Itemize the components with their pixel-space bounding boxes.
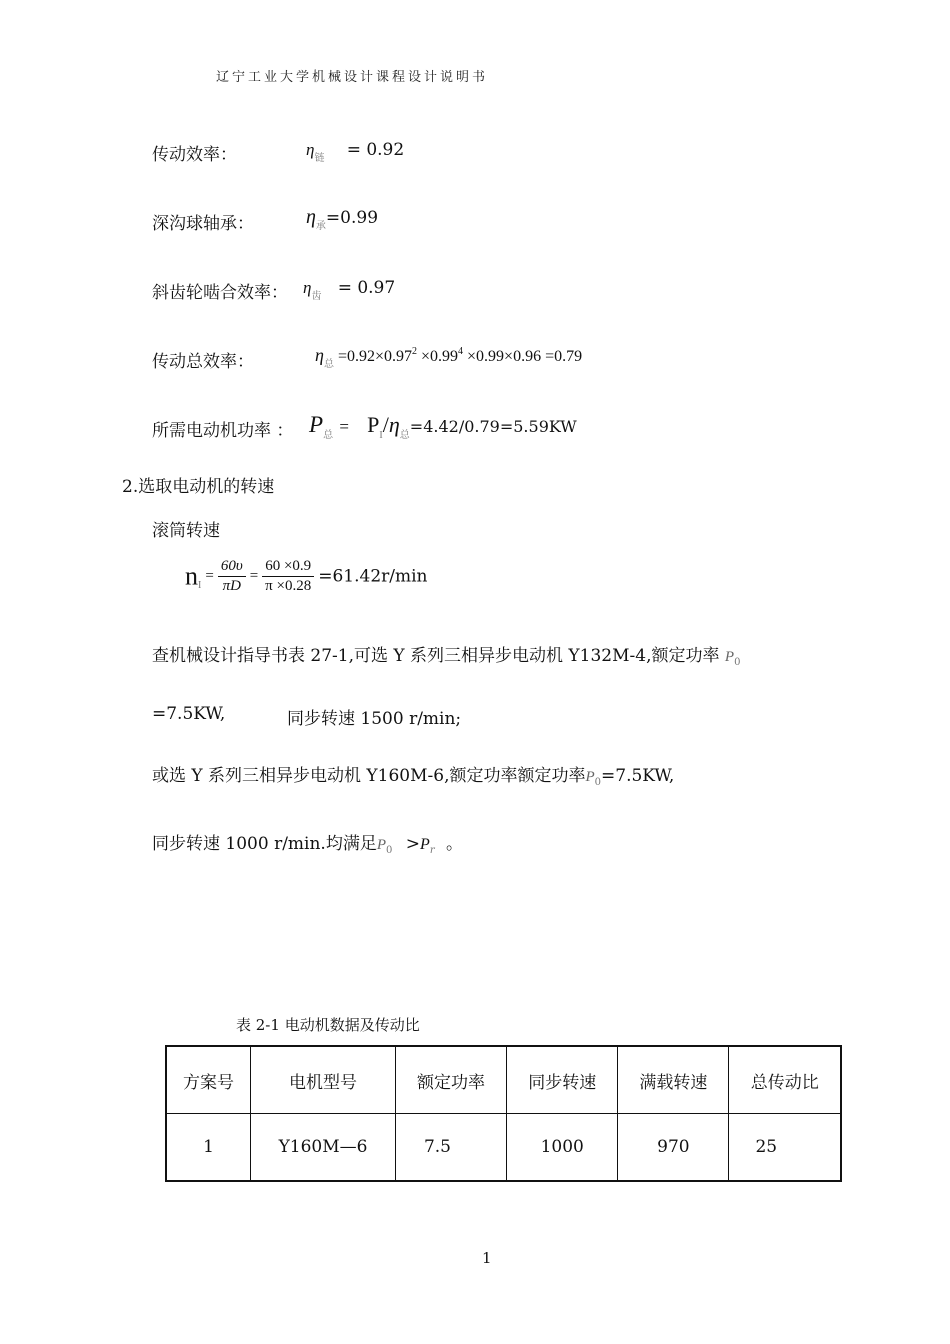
table-cell: 970 [618, 1114, 729, 1182]
table-row [166, 1114, 841, 1182]
equals-sign: = [205, 568, 214, 584]
p0-symbol: P [585, 769, 595, 785]
total-eff-label: 传动总效率： [152, 352, 254, 372]
n-subscript: I [198, 580, 202, 592]
equals-sign: = [249, 568, 259, 584]
eta-symbol: η [306, 206, 316, 228]
gear-eff-value: = 0.97 [337, 278, 396, 298]
motor-data-table [165, 1045, 842, 1182]
chain-eff-label: 传动效率： [152, 145, 237, 165]
p0-subscript: 0 [734, 657, 741, 668]
p-symbol: P [309, 412, 324, 437]
paragraph-text: =7.5KW, [601, 766, 675, 786]
divide-slash: / [382, 412, 389, 437]
p1-symbol: P [367, 412, 380, 437]
total-eff-term: ×0.97 [374, 348, 412, 365]
table-header-cell: 满载转速 [618, 1046, 729, 1114]
exponent: 4 [458, 346, 464, 357]
drum-speed-result: =61.42r/min [318, 566, 428, 587]
p-subscript: 总 [323, 430, 334, 441]
n-symbol: n [185, 561, 198, 591]
table-header-cell: 电机型号 [251, 1046, 396, 1114]
table-header-row [166, 1046, 841, 1114]
table-cell: 25 [729, 1114, 841, 1182]
chain-eff-formula [306, 140, 405, 164]
bearing-eff-value: =0.99 [325, 208, 379, 228]
eta-subscript: 齿 [311, 291, 322, 302]
fraction-denominator: π ×0.28 [265, 578, 312, 594]
eta-subscript: 总 [399, 430, 410, 441]
section-heading: 2.选取电动机的转速 [122, 477, 275, 497]
page-number: 1 [482, 1249, 492, 1267]
p1-subscript: I [379, 430, 383, 441]
p0-symbol: P [724, 649, 735, 665]
table-header-cell: 额定功率 [395, 1046, 506, 1114]
paragraph-line-1 [152, 641, 740, 666]
table-cell: 1000 [507, 1114, 618, 1182]
eta-subscript: 承 [315, 221, 326, 232]
table-header-cell: 总传动比 [729, 1046, 841, 1114]
paragraph-text: 同步转速 1000 r/min.均满足 [152, 834, 377, 854]
paragraph-text: 查机械设计指导书表 27-1,可选 Y 系列三相异步电动机 Y132M-4,额定功率 [152, 646, 720, 666]
equals-sign: = [339, 417, 349, 436]
eta-symbol: η [306, 140, 315, 159]
table-cell: 1 [166, 1114, 251, 1182]
fraction-numerator: 60υ [218, 558, 246, 577]
p0-symbol: P [376, 837, 387, 853]
table-caption: 表 2-1 电动机数据及传动比 [236, 1016, 420, 1034]
page-header: 辽宁工业大学机械设计课程设计说明书 [216, 70, 489, 85]
table-header-cell: 方案号 [166, 1046, 251, 1114]
p0-subscript: 0 [594, 777, 602, 788]
drum-speed-label: 滚筒转速 [152, 521, 220, 541]
paragraph-line-3 [152, 761, 674, 786]
exponent: 2 [412, 346, 417, 357]
eta-subscript: 链 [314, 153, 325, 164]
power-formula [309, 412, 577, 441]
paragraph-line-4 [152, 829, 463, 854]
greater-than-sign: > [405, 834, 421, 854]
paragraph-line-2a: =7.5KW, [152, 704, 226, 724]
p0-subscript: 0 [386, 845, 393, 856]
fraction-two [262, 558, 314, 595]
pr-subscript: r [429, 845, 435, 856]
eta-subscript: 总 [323, 359, 334, 370]
eta-symbol: η [388, 412, 400, 437]
gear-eff-label: 斜齿轮啮合效率： [152, 283, 288, 303]
total-eff-term: ×0.99 [421, 348, 459, 365]
table-cell: 7.5 [395, 1114, 506, 1182]
fraction-denominator: πD [222, 578, 241, 594]
table-header-cell: 同步转速 [507, 1046, 618, 1114]
paragraph-text: 或选 Y 系列三相异步电动机 Y160M-6,额定功率额定功率 [152, 766, 586, 786]
bearing-eff-label: 深沟球轴承： [152, 214, 254, 234]
total-eff-result: ×0.99×0.96 =0.79 [467, 348, 583, 365]
paragraph-line-2b: 同步转速 1500 r/min; [287, 709, 462, 729]
gear-eff-formula [303, 278, 396, 302]
paragraph-text: 。 [446, 834, 464, 854]
table-cell: Y160M—6 [251, 1114, 396, 1182]
chain-eff-value: = 0.92 [346, 140, 405, 160]
eta-symbol: η [315, 345, 324, 365]
fraction-numerator: 60 ×0.9 [262, 558, 314, 577]
drum-speed-formula [185, 558, 428, 595]
total-eff-formula [315, 345, 583, 370]
bearing-eff-formula [306, 206, 379, 232]
total-eff-term: =0.92 [337, 348, 375, 365]
power-result: =4.42/0.79=5.59KW [409, 417, 577, 436]
power-label: 所需电动机功率 ： [152, 421, 294, 441]
eta-symbol: η [303, 278, 312, 297]
pr-symbol: P [420, 836, 430, 853]
fraction-one [218, 558, 246, 595]
